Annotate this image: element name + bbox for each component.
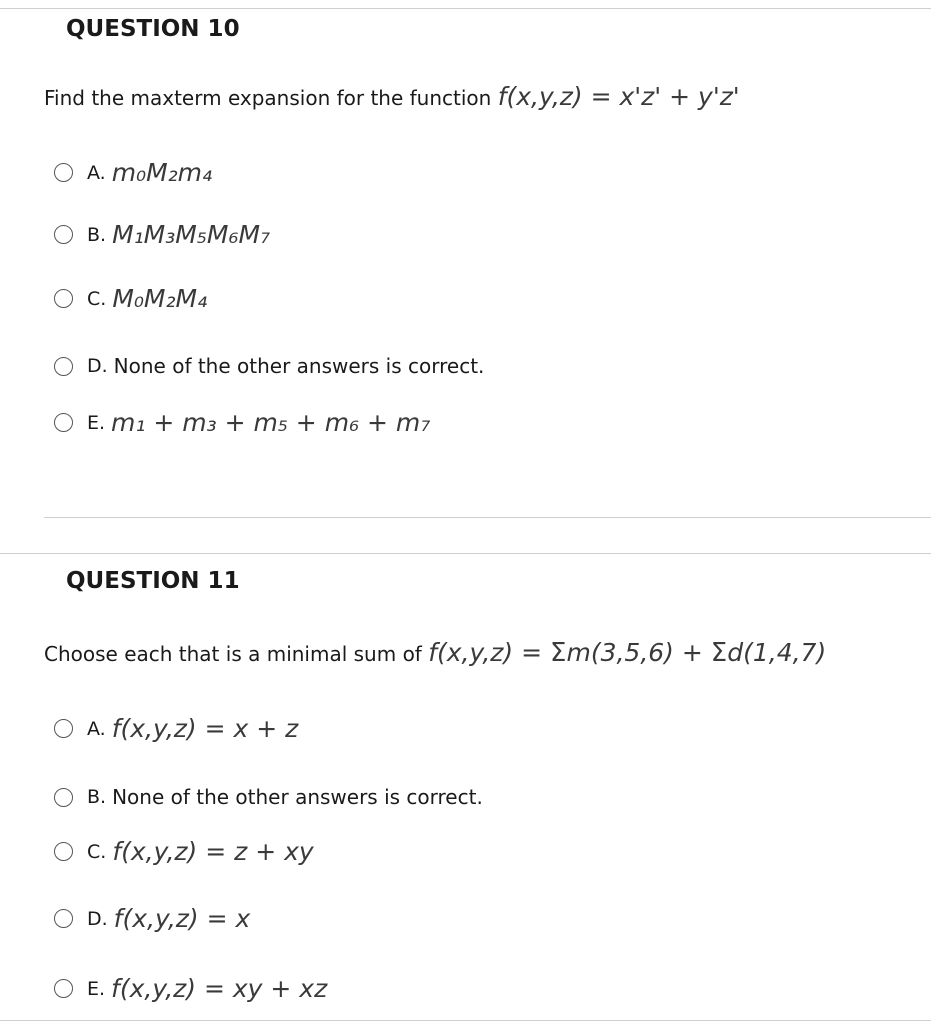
sigma-symbol: Σ <box>550 638 567 668</box>
question-11-top-divider <box>0 553 931 554</box>
question-11-option-a[interactable] <box>54 714 298 743</box>
option-letter: E. <box>87 977 106 1000</box>
question-10-option-d[interactable] <box>54 354 484 378</box>
question-10-title: QUESTION 10 <box>66 16 240 42</box>
question-11-prompt <box>44 640 826 666</box>
question-11-title: QUESTION 11 <box>66 568 240 594</box>
radio-button[interactable] <box>54 719 73 738</box>
radio-button[interactable] <box>54 909 73 928</box>
option-text: f(x,y,z) = z + xy <box>112 837 314 866</box>
question-11-minterms: m(3,5,6) + <box>566 638 711 667</box>
option-text: M₀M₂M₄ <box>112 284 208 313</box>
question-10-option-b[interactable] <box>54 220 270 249</box>
option-text: f(x,y,z) = x + z <box>111 714 299 743</box>
question-10-function: f(x,y,z) = x'z' + y'z' <box>497 82 740 111</box>
question-10-prompt-text: Find the maxterm expansion for the function <box>44 86 498 110</box>
radio-button[interactable] <box>54 289 73 308</box>
sigma-symbol: Σ <box>710 638 728 668</box>
option-text: None of the other answers is correct. <box>113 354 485 378</box>
option-letter: B. <box>87 223 107 246</box>
question-11-option-e[interactable] <box>54 974 327 1003</box>
radio-button[interactable] <box>54 413 73 432</box>
bottom-divider <box>0 1020 931 1021</box>
radio-button[interactable] <box>54 163 73 182</box>
radio-button[interactable] <box>54 788 73 807</box>
question-10-option-a[interactable] <box>54 158 212 187</box>
option-letter: C. <box>87 840 107 863</box>
radio-button[interactable] <box>54 842 73 861</box>
question-10-prompt <box>44 84 740 109</box>
option-text: None of the other answers is correct. <box>112 785 483 809</box>
question-11-function-lhs: f(x,y,z) = <box>428 638 551 667</box>
option-letter: B. <box>87 786 107 808</box>
question-11-option-b[interactable] <box>54 785 483 809</box>
option-text: f(x,y,z) = xy + xz <box>111 974 328 1003</box>
option-text: m₁ + m₃ + m₅ + m₆ + m₇ <box>111 408 431 437</box>
top-divider <box>0 8 931 9</box>
radio-button[interactable] <box>54 225 73 244</box>
question-11-option-c[interactable] <box>54 837 314 866</box>
radio-button[interactable] <box>54 357 73 376</box>
question-11-option-d[interactable] <box>54 904 250 933</box>
option-letter: E. <box>87 411 106 434</box>
question-10-option-e[interactable] <box>54 408 430 437</box>
option-letter: D. <box>87 907 108 930</box>
option-letter: C. <box>87 287 107 310</box>
option-text: M₁M₃M₅M₆M₇ <box>112 220 271 249</box>
option-text: f(x,y,z) = x <box>113 904 251 933</box>
option-text: m₀M₂m₄ <box>111 158 213 187</box>
question-11-dont-cares: d(1,4,7) <box>727 638 827 667</box>
option-letter: A. <box>87 161 106 184</box>
option-letter: D. <box>87 355 108 377</box>
question-10-bottom-divider <box>44 517 931 518</box>
question-11-prompt-text: Choose each that is a minimal sum of <box>44 642 429 666</box>
option-letter: A. <box>87 717 106 740</box>
question-10-option-c[interactable] <box>54 284 207 313</box>
radio-button[interactable] <box>54 979 73 998</box>
